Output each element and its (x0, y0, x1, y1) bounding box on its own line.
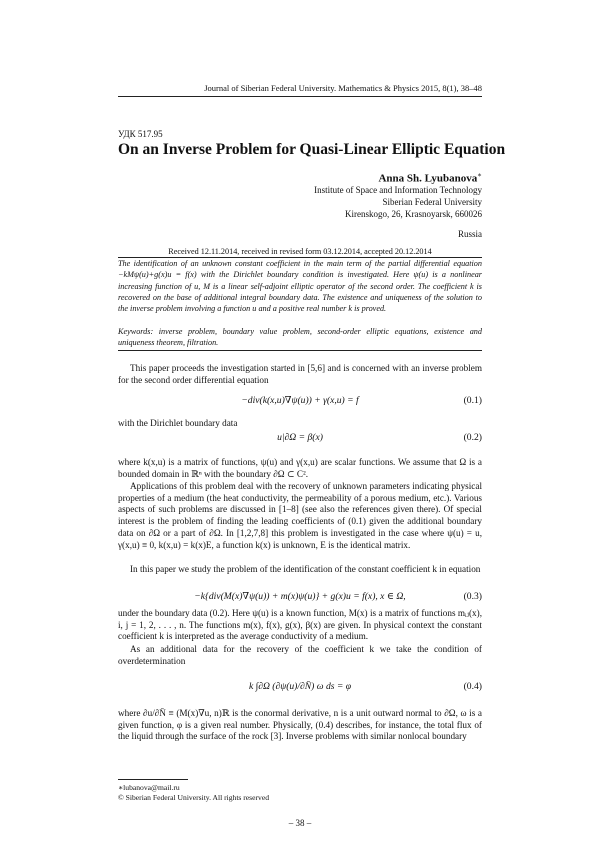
abstract-bottom-rule (118, 350, 482, 351)
equation-number: (0.2) (463, 432, 482, 443)
equation-number: (0.1) (463, 395, 482, 406)
equation-0-3 (118, 591, 482, 605)
paragraph: Applications of this problem deal with the recovery of unknown parameters indicating physical properties of a medium (the heat conductivity, the permeability of a porous medium, etc.). Various aspects of such problems are discussed in [1–8] (see also the references given there). Of special interest is the problem of finding the leading coefficients of (0.1) given the additional boundary data on ∂Ω or a part of ∂Ω. In [1,2,7,8] this problem is investigated in the case where ψ(u) = u, γ(x,u) ≡ 0, k(x,u) = k(x)E, a function k(x) is unknown, E is the identical matrix. (118, 481, 482, 550)
header-rule (118, 96, 482, 97)
equation-0-4 (118, 681, 482, 695)
paper-title: On an Inverse Problem for Quasi-Linear Elliptic Equation (118, 141, 506, 158)
affiliation-country: Russia (457, 229, 482, 239)
equation-expression: −k{div(M(x)∇ψ(u)) + m(x)ψ(u)} + g(x)u = f(x), x ∈ Ω, (194, 591, 406, 602)
footnote-rule (118, 779, 188, 780)
author-footnote-mark: ∗ (477, 171, 482, 179)
equation-0-1 (118, 395, 482, 409)
keywords: Keywords: inverse problem, boundary value problem, second-order elliptic equations, existence and uniqueness theorem, filtration. (118, 327, 482, 348)
paragraph: where k(x,u) is a matrix of functions, ψ(u) and γ(x,u) are scalar functions. We assume that Ω is a bounded domain in ℝⁿ with the boundary ∂Ω ⊂ C². (118, 457, 482, 479)
udc-code: УДК 517.95 (118, 129, 163, 139)
paragraph: where ∂u/∂N̄ ≡ (M(x)∇u, n)ℝ is the conormal derivative, n is a unit outward normal to ∂Ω, ω is a given function, φ is a given real number. Physically, (0.4) describes, for instance, the total flux of the liquid through the surface of the rock [3]. Inverse problems with similar nonlocal boundary (118, 708, 482, 742)
journal-header: Journal of Siberian Federal University. Mathematics & Physics 2015, 8(1), 38–48 (204, 83, 482, 93)
author (378, 171, 482, 185)
footnote-copyright: © Siberian Federal University. All rights reserved (118, 793, 269, 802)
equation-expression: u|∂Ω = β(x) (277, 432, 323, 443)
paragraph: As an additional data for the recovery of the coefficient k we take the condition of overdetermination (118, 644, 482, 666)
affiliation (314, 184, 482, 240)
equation-number: (0.3) (463, 591, 482, 602)
equation-0-2 (118, 432, 482, 446)
page-number: – 38 – (288, 818, 312, 828)
received-dates: Received 12.11.2014, received in revised form 03.12.2014, accepted 20.12.2014 (168, 247, 432, 256)
author-name: Anna Sh. Lyubanova (378, 172, 478, 185)
abstract: The identification of an unknown constant coefficient in the main term of the partial differential equation −kMψ(u)+g(x)u = f(x) with the Dirichlet boundary condition is investigated. Here ψ(u) is a nonlinear increasing function of u, M is a linear self-adjoint elliptic operator of the second order. The coefficient k is recovered on the base of additional integral boundary data. The existence and uniqueness of the solution to the inverse problem involving a function u and a positive real number k is proved. (118, 259, 482, 314)
affiliation-line: Kirenskogo, 26, Krasnoyarsk, 660026 (345, 209, 482, 219)
paragraph: In this paper we study the problem of the identification of the constant coefficient k in equation (130, 564, 481, 574)
paragraph: This paper proceeds the investigation started in [5,6] and is concerned with an inverse problem for the second order differential equation (118, 363, 482, 385)
affiliation-line: Siberian Federal University (382, 197, 482, 207)
paragraph: with the Dirichlet boundary data (118, 418, 238, 428)
equation-expression: k ∫∂Ω (∂ψ(u)/∂N̄) ω ds = φ (248, 681, 352, 692)
equation-expression: −div(k(x,u)∇ψ(u)) + γ(x,u) = f (241, 395, 359, 406)
equation-number: (0.4) (463, 681, 482, 692)
affiliation-line: Institute of Space and Information Technology (314, 185, 482, 195)
footnote-email: ∗lubanova@mail.ru (118, 783, 180, 792)
paragraph: under the boundary data (0.2). Here ψ(u) is a known function, M(x) is a matrix of functions mᵢⱼ(x), i, j = 1, 2, . . . , n. The functions m(x), f(x), g(x), β(x) are given. In physical context the constant coefficient k is interpreted as the average conductivity of a medium. (118, 608, 482, 642)
